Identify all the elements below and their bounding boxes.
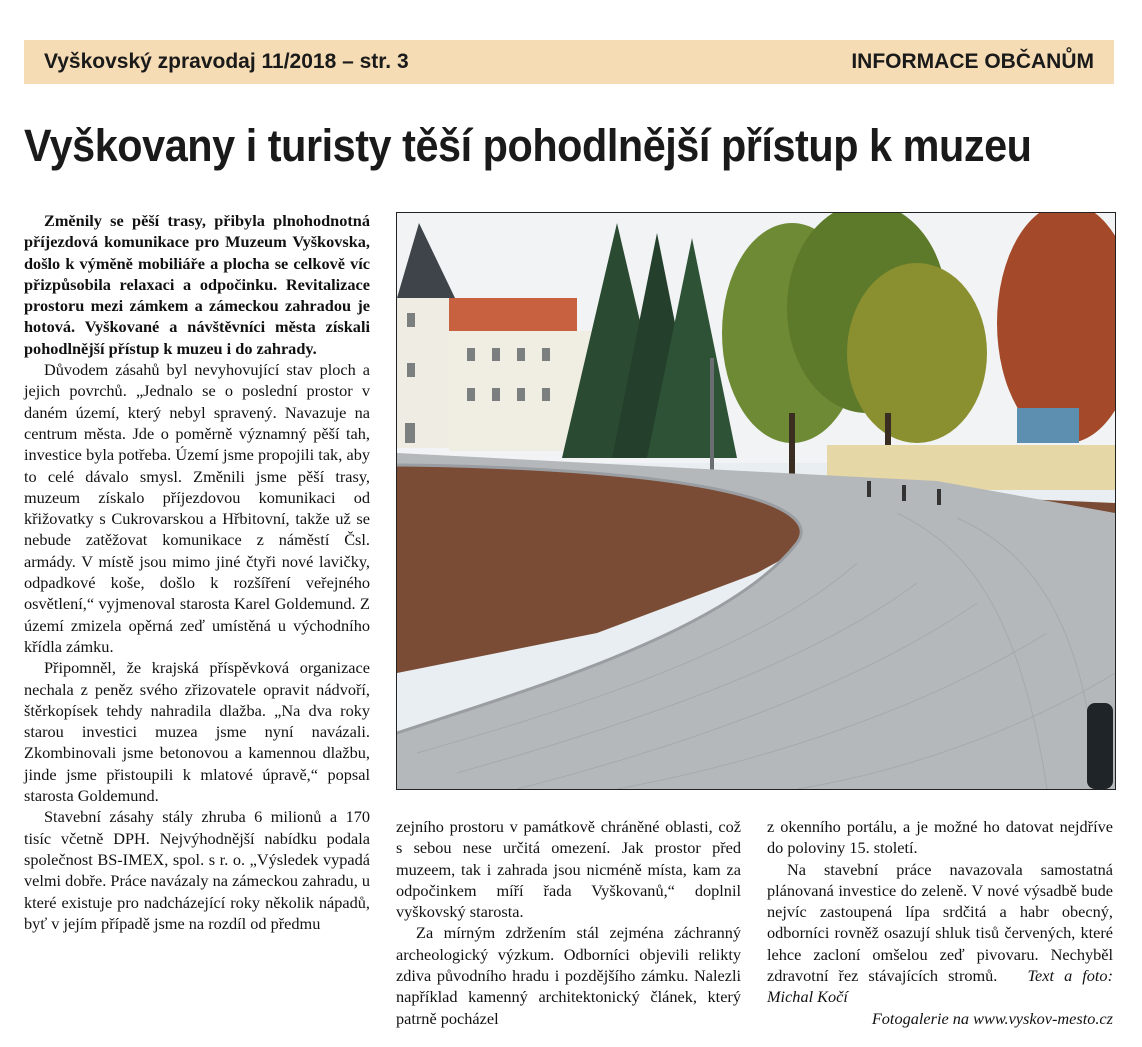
article-column-1	[24, 210, 370, 934]
article-photo	[396, 212, 1116, 790]
article-paragraph: z okenního portálu, a je možné ho datovat nejdříve do poloviny 15. století.	[767, 817, 1113, 858]
article-paragraph: zejního prostoru v památkově chráněné oblasti, což s sebou nese určitá omezení. Jak prostor před muzeem, tak i zahrada jsou nicméně místa, kam za odpočinkem míří řada Vyškovanů,“ doplnil vyškovský starosta.	[396, 817, 741, 922]
article-column-2	[396, 816, 741, 1029]
article-lead: Změnily se pěší trasy, přibyla plnohodnotná příjezdová komunikace pro Muzeum Vyškovska, došlo k výměně mobiliáře a plocha se celkově víc přizpůsobila relaxaci a odpočinku. Revitalizace prostoru mezi zámkem a zámeckou zahradou je hotová. Vyškované a návštěvníci města získali pohodlnější přístup k muzeu i do zahrady.	[24, 211, 370, 358]
article-paragraph: Důvodem zásahů byl nevyhovující stav ploch a jejich povrchů. „Jednalo se o poslední prostor v daném území, který nebyl spravený. Navazuje na centrum města. Jde o poměrně významný pěší tah, investice byla potřeba. Území jsme propojili tak, aby to celé dávalo smysl. Změnili jsme pěší trasy, muzeum získalo příjezdovou komunikaci od křižovatky s Cukrovarskou a Hřbitovní, takže už se nebude zatěžovat komunikace z náměstí Čsl. armády. V místě jsou mimo jiné čtyři nové lavičky, odpadkové koše, došlo k rozšíření veřejného osvětlení,“ vyjmenoval starosta Karel Goldemund. Z území zmizela opěrná zeď umístěná u východního křídla zámku.	[24, 360, 370, 656]
section-label: INFORMACE OBČANŮM	[851, 50, 1094, 73]
article-paragraph: Stavební zásahy stály zhruba 6 milionů a 170 tisíc včetně DPH. Nejvýhodnější nabídku podala společnost BS-IMEX, spol. s r. o. „Výsledek vypadá velmi dobře. Práce navázaly na zámeckou zahradu, u které existuje pro nadcházející roky několik nápadů, byť v jejím případě jsme na rozdíl od předmu	[24, 807, 370, 933]
article-column-3	[767, 816, 1113, 1029]
article-paragraph: Za mírným zdržením stál zejména záchranný archeologický výzkum. Odborníci objevili relikty zdiva původního hradu i pozdějšího zámku. Nalezli například kamenný architektonický článek, který patrně pocházel	[396, 923, 741, 1028]
article-paragraph	[767, 859, 1113, 1008]
billboard	[1017, 408, 1079, 443]
chateau-roof	[449, 298, 577, 333]
issue-header-bar	[24, 40, 1114, 84]
photo-credit: Text a foto: Michal Kočí	[767, 966, 1113, 1007]
gallery-link[interactable]: Fotogalerie na www.vyskov-mesto.cz	[871, 1008, 1113, 1028]
article-headline: Vyškovany i turisty těší pohodlnější přístup k muzeu	[24, 120, 1032, 171]
issue-label: Vyškovský zpravodaj 11/2018 – str. 3	[44, 50, 409, 73]
article-paragraph-text: Na stavební práce navazovala samostatná plánovaná investice do zeleně. V nové výsadbě bude nejvíc zastoupená lípa srdčitá a habr obecný, odborníci rovněž osazují shluk tisů červených, které lehce zacloní omšelou zeď pivovaru. Nechyběl zdravotní řez stávajících stromů.	[767, 859, 1113, 986]
article-paragraph: Připomněl, že krajská příspěvková organizace nechala z peněz svého zřizovatele opravit nádvoří, štěrkopísek tehdy nahradila dlažba. „Na dva roky starou investici muzea jsme nyní navázali. Zkombinovali jsme betonovou a kamennou dlažbu, jinde jsme přistoupili k mlatové úpravě,“ popsal starosta Goldemund.	[24, 658, 370, 806]
